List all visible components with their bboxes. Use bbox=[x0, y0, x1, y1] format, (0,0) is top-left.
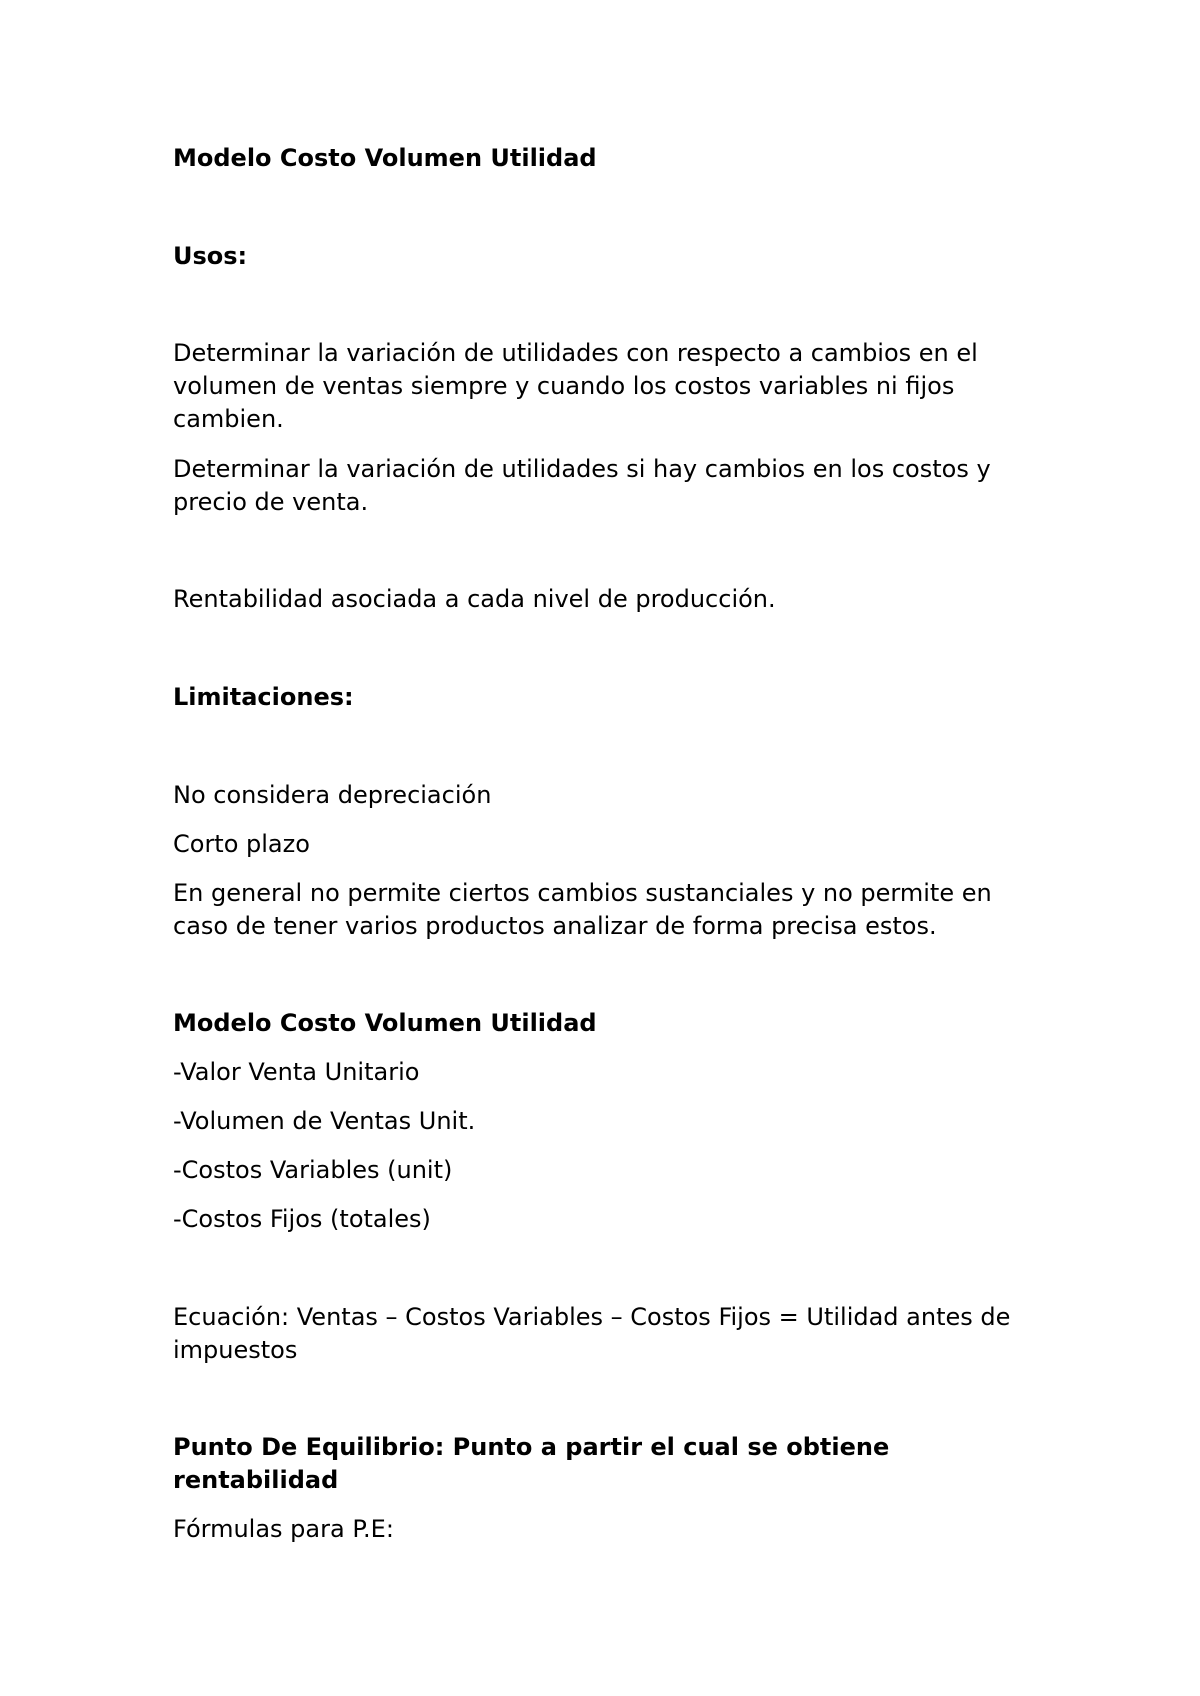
formulas-label: Fórmulas para P.E: bbox=[173, 1515, 394, 1543]
punto-equilibrio-heading-line-2: rentabilidad bbox=[173, 1466, 339, 1494]
model-heading: Modelo Costo Volumen Utilidad bbox=[173, 1009, 597, 1037]
usos-paragraph-1-line-3: cambien. bbox=[173, 405, 284, 433]
model-item-2: -Volumen de Ventas Unit. bbox=[173, 1107, 476, 1135]
limitaciones-heading: Limitaciones: bbox=[173, 683, 354, 711]
ecuacion-line-2: impuestos bbox=[173, 1336, 298, 1364]
ecuacion-line-1: Ecuación: Ventas – Costos Variables – Costos Fijos = Utilidad antes de bbox=[173, 1303, 1011, 1331]
usos-paragraph-3: Rentabilidad asociada a cada nivel de producción. bbox=[173, 585, 776, 613]
limitacion-2: Corto plazo bbox=[173, 830, 310, 858]
usos-paragraph-1-line-1: Determinar la variación de utilidades con respecto a cambios en el bbox=[173, 339, 978, 367]
usos-paragraph-1-line-2: volumen de ventas siempre y cuando los costos variables ni fijos bbox=[173, 372, 955, 400]
punto-equilibrio-heading-line-1: Punto De Equilibrio: Punto a partir el cual se obtiene bbox=[173, 1433, 890, 1461]
model-item-3: -Costos Variables (unit) bbox=[173, 1156, 453, 1184]
limitacion-1: No considera depreciación bbox=[173, 781, 492, 809]
model-item-4: -Costos Fijos (totales) bbox=[173, 1205, 431, 1233]
usos-heading: Usos: bbox=[173, 242, 248, 270]
document-title: Modelo Costo Volumen Utilidad bbox=[173, 144, 597, 172]
usos-paragraph-2-line-1: Determinar la variación de utilidades si hay cambios en los costos y bbox=[173, 455, 991, 483]
limitacion-3-line-1: En general no permite ciertos cambios sustanciales y no permite en bbox=[173, 879, 992, 907]
model-item-1: -Valor Venta Unitario bbox=[173, 1058, 420, 1086]
limitacion-3-line-2: caso de tener varios productos analizar de forma precisa estos. bbox=[173, 912, 937, 940]
usos-paragraph-2-line-2: precio de venta. bbox=[173, 488, 369, 516]
